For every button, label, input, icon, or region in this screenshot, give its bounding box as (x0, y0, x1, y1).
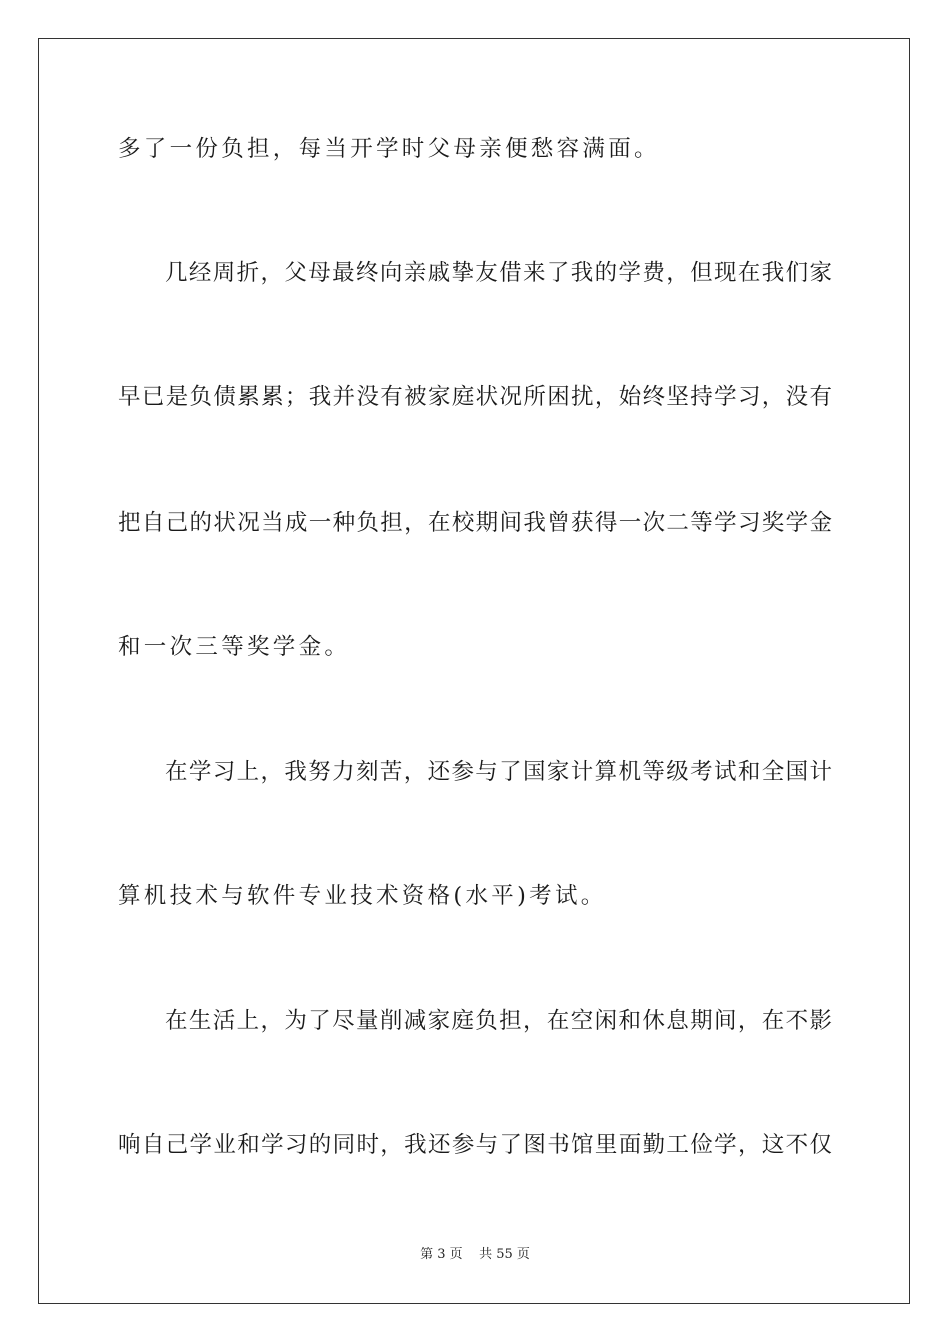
text-line-5: 和一次三等奖学金。 (118, 634, 351, 660)
text-line-7: 算机技术与软件专业技术资格(水平)考试。 (118, 883, 607, 909)
text-line-9: 响自己学业和学习的同时，我还参与了图书馆里面勤工俭学，这不仅 (118, 1132, 832, 1158)
text-line-2: 几经周折，父母最终向亲戚挚友借来了我的学费，但现在我们家 (165, 260, 832, 286)
page-border (38, 38, 910, 1304)
text-line-4: 把自己的状况当成一种负担，在校期间我曾获得一次二等学习奖学金 (118, 510, 832, 536)
text-line-1: 多了一份负担，每当开学时父母亲便愁容满面。 (118, 136, 660, 162)
text-line-8: 在生活上，为了尽量削减家庭负担，在空闲和休息期间，在不影 (165, 1008, 832, 1034)
text-line-3: 早已是负债累累；我并没有被家庭状况所困扰，始终坚持学习，没有 (118, 384, 832, 410)
text-line-6: 在学习上，我努力刻苦，还参与了国家计算机等级考试和全国计 (165, 759, 832, 785)
page-number-footer: 第 3 页 共 55 页 (420, 1247, 530, 1262)
